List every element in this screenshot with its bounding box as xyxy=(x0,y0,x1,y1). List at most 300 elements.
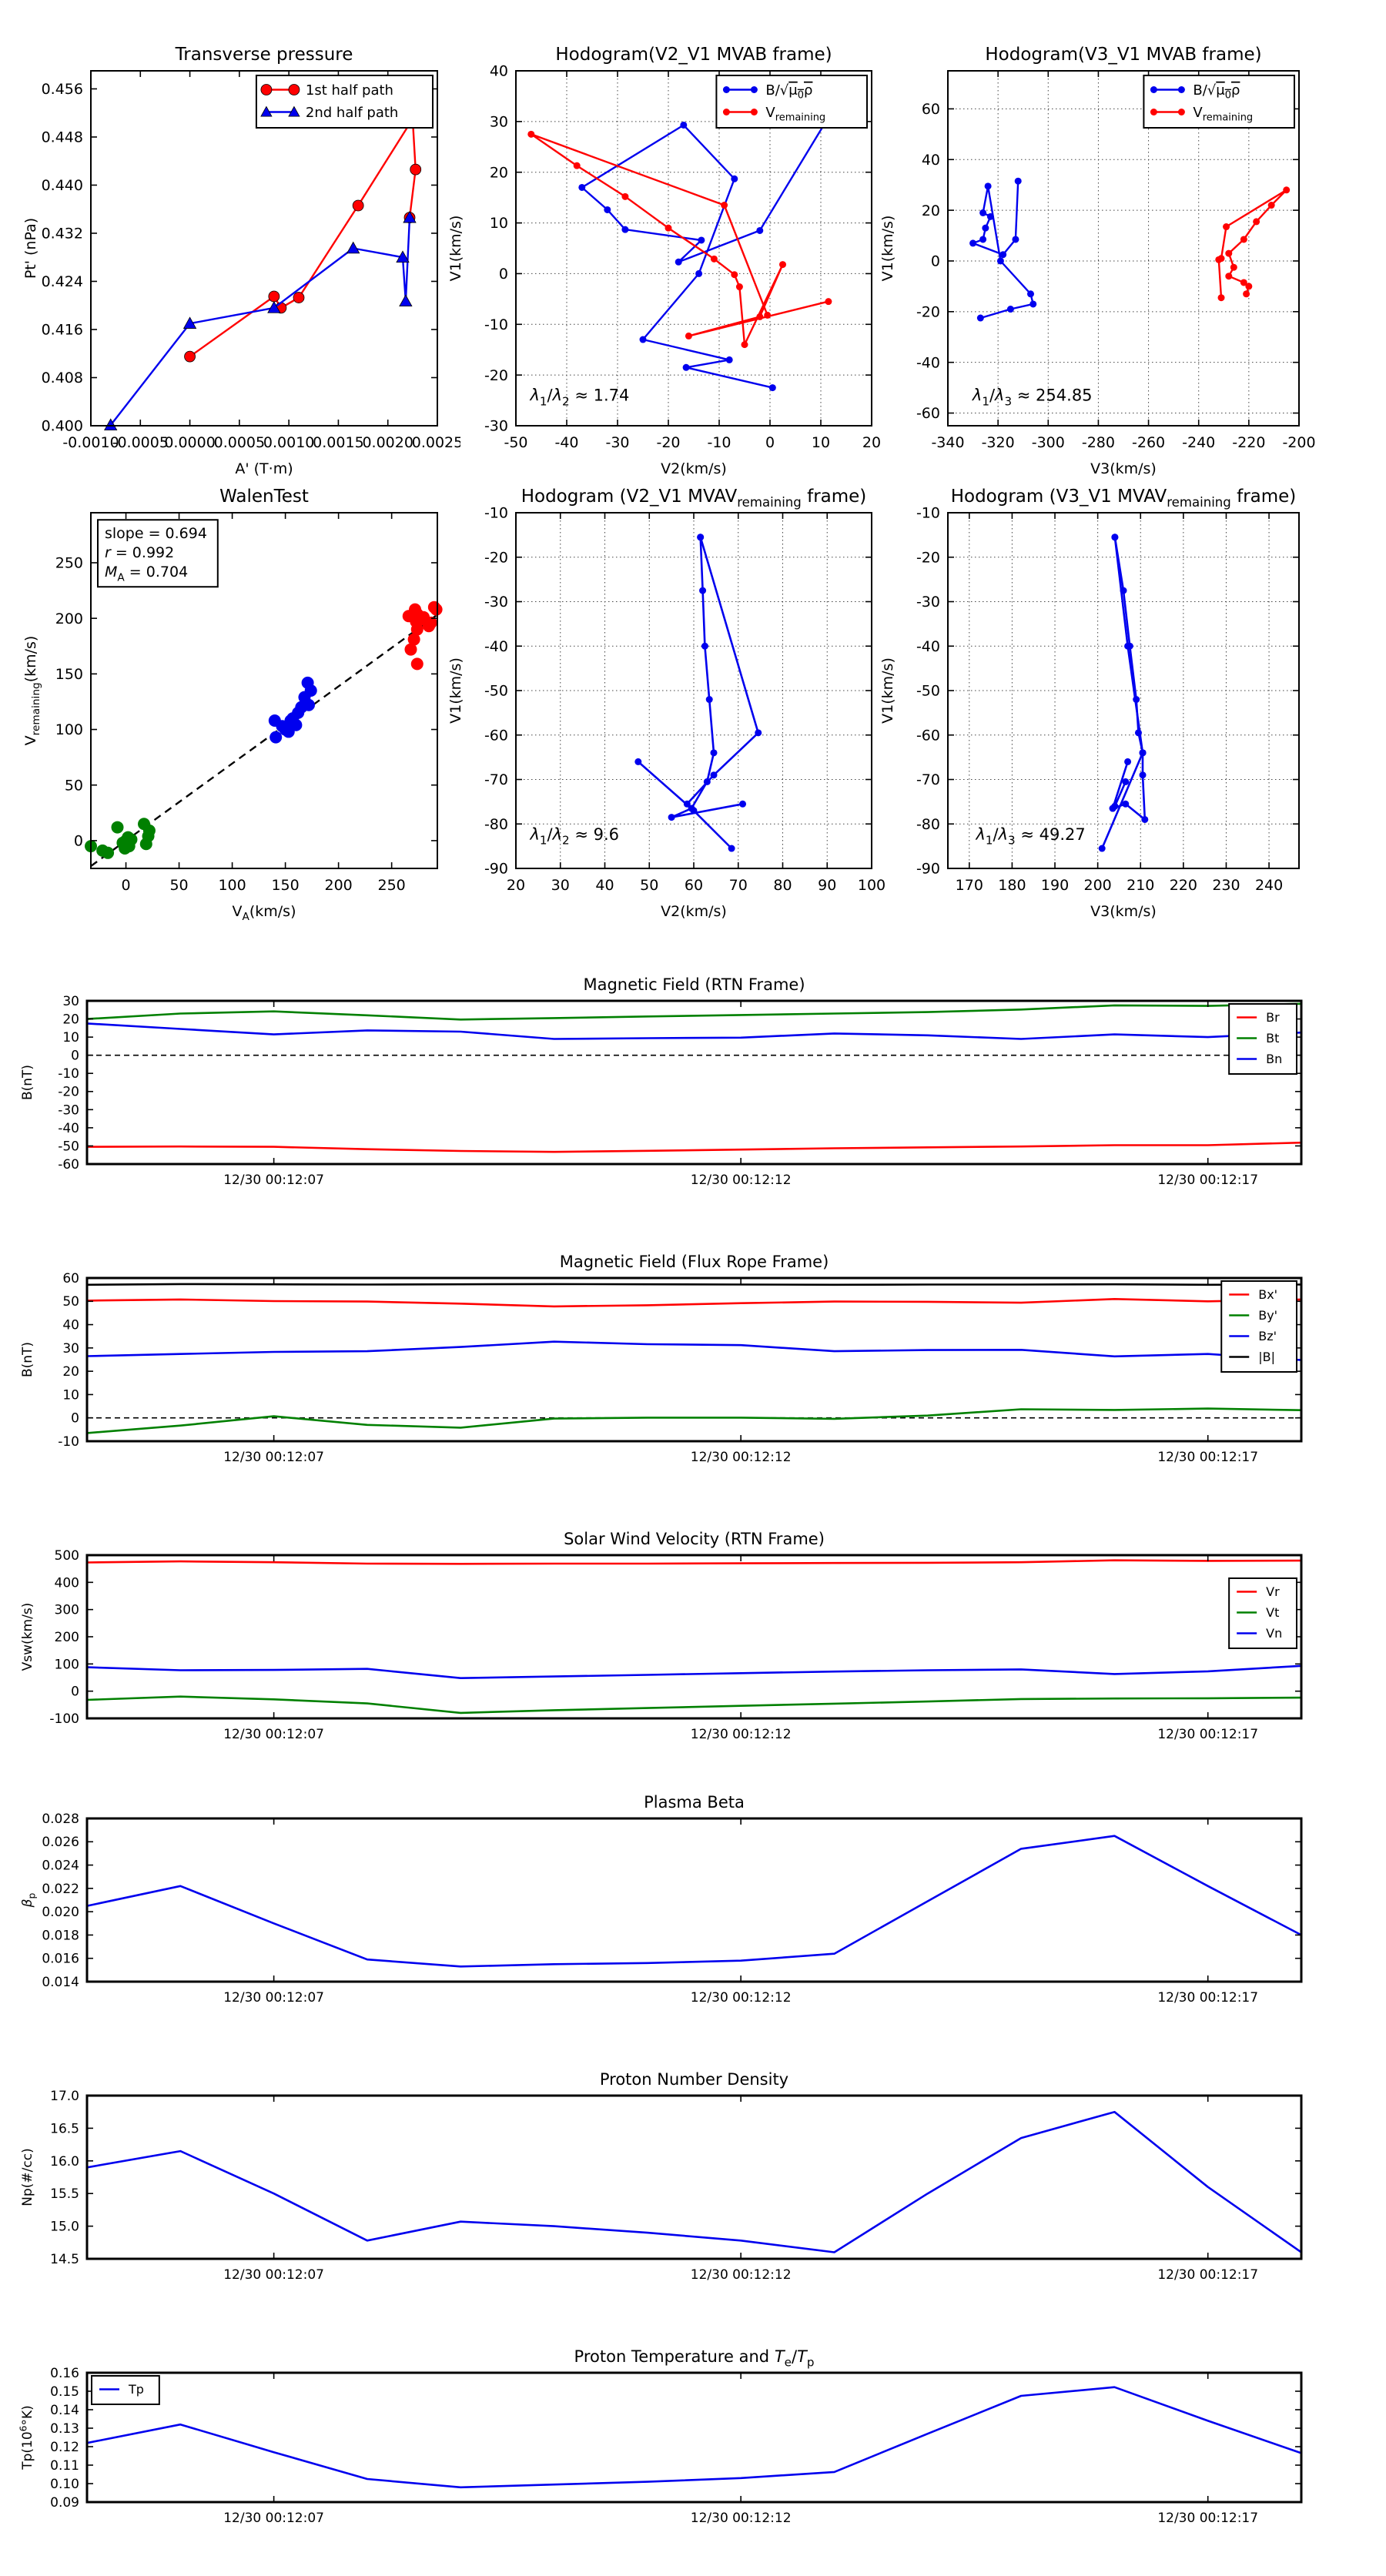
stats-line: slope = 0.694 xyxy=(105,525,207,543)
dot-marker xyxy=(634,758,641,765)
series-cluster-blue xyxy=(269,677,317,744)
x-tick-label: 0.0005 xyxy=(213,434,266,451)
dot-marker xyxy=(1178,86,1185,93)
x-tick-label: 70 xyxy=(728,877,748,894)
y-tick-label: 0.11 xyxy=(50,2457,79,2474)
legend-label: 1st half path xyxy=(305,82,393,99)
x-tick-label: 240 xyxy=(1254,877,1284,894)
y-tick-label: 0.440 xyxy=(41,177,83,195)
dot-marker xyxy=(731,176,738,182)
legend xyxy=(716,75,867,128)
y-tick-label: -30 xyxy=(484,594,508,611)
dot-marker xyxy=(701,643,708,650)
y-tick-label: 16.0 xyxy=(50,2153,79,2170)
series-B-over-sqrt-mu0rho xyxy=(578,118,829,391)
x-tick-label: 230 xyxy=(1212,877,1240,894)
dot-marker xyxy=(1240,236,1247,243)
axes-frame xyxy=(87,1818,1301,1982)
legend xyxy=(1221,1281,1297,1372)
y-tick-label: 0.018 xyxy=(42,1928,79,1944)
dot-marker xyxy=(1124,643,1131,650)
y-tick-label: 0.10 xyxy=(50,2476,79,2492)
x-tick-label: -50 xyxy=(504,434,528,451)
dot-marker xyxy=(290,719,302,731)
stats-line: $M_A = 0.704$ xyxy=(105,564,189,584)
y-tick-label: 0.13 xyxy=(50,2420,79,2437)
ticks xyxy=(87,1818,1301,1982)
x-tick-label: 12/30 00:12:07 xyxy=(223,2511,324,2526)
y-axis-label: $V_{remaining}(km/s)$ xyxy=(22,635,43,746)
dot-marker xyxy=(1007,306,1014,313)
p3-chart-svg xyxy=(862,31,1322,497)
dot-marker xyxy=(977,315,984,322)
y-tick-label: 0.014 xyxy=(42,1974,79,1990)
x-tick-label: -260 xyxy=(1132,434,1166,451)
x-tick-label: 12/30 00:12:07 xyxy=(223,1727,324,1742)
x-tick-label: 90 xyxy=(818,877,837,894)
y-tick-label: 100 xyxy=(54,1657,79,1673)
dot-marker xyxy=(1141,816,1148,823)
y-tick-label: -40 xyxy=(484,637,508,655)
x-tick-label: 30 xyxy=(551,877,570,894)
y-tick-label: 50 xyxy=(64,777,83,795)
y-tick-label: -50 xyxy=(58,1139,79,1155)
circle-marker xyxy=(293,293,304,303)
dot-marker xyxy=(1253,218,1260,225)
plot-title: Transverse pressure xyxy=(175,45,353,65)
series-Bx-prime xyxy=(87,1299,1301,1306)
y-tick-label: -60 xyxy=(58,1156,79,1173)
legend-label: Vr xyxy=(1266,1584,1280,1600)
axes-frame xyxy=(87,2373,1301,2502)
dot-marker xyxy=(1150,109,1157,115)
x-axis-label: V2(km/s) xyxy=(661,460,727,477)
legend-label: Br xyxy=(1266,1010,1280,1025)
y-tick-label: -40 xyxy=(916,637,940,655)
dot-marker xyxy=(711,256,718,263)
y-tick-label: 50 xyxy=(62,1294,79,1310)
dot-marker xyxy=(979,209,986,216)
y-tick-label: -10 xyxy=(916,504,940,522)
ticks xyxy=(87,1555,1301,1718)
x-tick-label: 0.0020 xyxy=(362,434,413,451)
y-tick-label: -20 xyxy=(916,303,940,321)
dot-marker xyxy=(1268,202,1275,209)
dot-marker xyxy=(723,86,730,93)
series-Np xyxy=(87,2112,1301,2252)
y-tick-label: -30 xyxy=(484,417,508,435)
y-tick-label: -10 xyxy=(58,1066,79,1082)
dot-marker xyxy=(1122,778,1129,785)
grid xyxy=(948,513,1299,868)
y-tick-label: 20 xyxy=(62,1364,79,1380)
y-tick-label: -90 xyxy=(484,860,508,878)
legend xyxy=(92,2376,159,2404)
dot-marker xyxy=(1150,86,1157,93)
y-tick-label: 0.456 xyxy=(41,81,83,99)
y-tick-label: -60 xyxy=(484,727,508,744)
dot-marker xyxy=(404,644,417,656)
y-tick-label: 30 xyxy=(62,1340,79,1357)
dot-marker xyxy=(739,801,746,808)
dot-marker xyxy=(270,731,282,744)
y-tick-label: -40 xyxy=(916,354,940,372)
y-tick-label: -20 xyxy=(916,549,940,567)
dot-marker xyxy=(1140,771,1147,778)
dot-marker xyxy=(706,696,713,703)
y-tick-label: 60 xyxy=(62,1270,79,1286)
y-tick-label: -70 xyxy=(916,771,940,789)
x-tick-label: -30 xyxy=(605,434,630,451)
plot-title: Hodogram(V2_V1 MVAB frame) xyxy=(555,45,832,65)
x-tick-label: 12/30 00:12:17 xyxy=(1157,1450,1259,1465)
x-tick-label: 12/30 00:12:12 xyxy=(690,1727,792,1742)
series-Bt xyxy=(87,1004,1301,1020)
dot-marker xyxy=(1029,300,1036,307)
series-Vr xyxy=(87,1561,1301,1564)
series-B-magnitude xyxy=(87,1284,1301,1285)
x-tick-label: 50 xyxy=(640,877,659,894)
plot-walen-test xyxy=(5,473,460,942)
plot-hodogram-v2v1-mvav xyxy=(430,473,895,942)
legend-label: $V_{remaining}$ xyxy=(1193,104,1254,124)
ticks xyxy=(87,2373,1301,2502)
y-tick-label: 0 xyxy=(498,266,508,283)
plot-title: WalenTest xyxy=(219,487,309,507)
y-tick-label: -20 xyxy=(484,366,508,384)
dot-marker xyxy=(527,131,534,138)
dot-marker xyxy=(1012,236,1019,243)
dot-marker xyxy=(710,771,717,778)
plot-title: Proton Number Density xyxy=(599,2070,789,2089)
y-axis-label: V1(km/s) xyxy=(447,657,464,724)
x-tick-label: -280 xyxy=(1081,434,1115,451)
x-tick-label: 20 xyxy=(506,877,526,894)
x-tick-label: 12/30 00:12:17 xyxy=(1157,1990,1259,2006)
dot-marker xyxy=(969,239,976,246)
x-tick-label: 12/30 00:12:12 xyxy=(690,1450,792,1465)
dot-marker xyxy=(1223,223,1230,230)
x-axis-label: V3(km/s) xyxy=(1090,460,1157,477)
y-tick-label: 200 xyxy=(54,1629,79,1645)
series-Tp xyxy=(87,2387,1301,2487)
plot-proton-number-density xyxy=(1,2056,1324,2333)
x-tick-label: -10 xyxy=(707,434,732,451)
x-tick-label: -200 xyxy=(1282,434,1316,451)
plot-hodogram-v3v1-mvab xyxy=(862,31,1322,500)
y-axis-label: V1(km/s) xyxy=(879,215,896,282)
y-tick-label: 0.016 xyxy=(42,1951,79,1967)
x-tick-label: 100 xyxy=(857,877,886,894)
x-tick-label: -240 xyxy=(1182,434,1216,451)
y-tick-label: -50 xyxy=(484,682,508,700)
plot-title: Hodogram (V2_V1 $MVAV_{remaining}$ frame) xyxy=(521,487,867,510)
legend-label: $V_{remaining}$ xyxy=(765,104,826,124)
y-axis-label: $\beta_p$ xyxy=(20,1892,38,1908)
y-tick-label: 0.15 xyxy=(50,2384,79,2400)
dot-marker xyxy=(102,847,114,859)
dot-marker xyxy=(665,225,672,232)
triangle-marker xyxy=(347,243,360,253)
x-tick-label: 0.0010 xyxy=(263,434,315,451)
y-tick-label: 200 xyxy=(55,610,83,627)
x-tick-label: 12/30 00:12:12 xyxy=(690,2267,792,2283)
dot-marker xyxy=(1243,290,1250,297)
dot-marker xyxy=(411,657,424,670)
series-hodogram-line-3 xyxy=(634,758,697,815)
circle-marker xyxy=(261,85,272,95)
y-tick-label: -90 xyxy=(916,860,940,878)
ts6-chart-svg xyxy=(1,2333,1324,2573)
dot-marker xyxy=(574,162,581,169)
dot-marker xyxy=(683,364,690,371)
x-tick-label: 12/30 00:12:07 xyxy=(223,1173,324,1188)
dot-marker xyxy=(742,341,748,348)
y-tick-label: 0.16 xyxy=(50,2365,79,2381)
legend-label: Vn xyxy=(1266,1626,1283,1641)
annotation: $\lambda_1/\lambda_3 \approx 254.85$ xyxy=(972,386,1093,409)
y-tick-label: 0.432 xyxy=(41,225,83,243)
dot-marker xyxy=(751,109,758,115)
dot-marker xyxy=(697,534,704,540)
y-tick-label: 0.09 xyxy=(50,2494,79,2511)
dot-marker xyxy=(1111,534,1118,540)
dot-marker xyxy=(999,251,1006,258)
series-Br xyxy=(87,1142,1301,1152)
dot-marker xyxy=(1225,250,1232,257)
x-axis-label: $V_A(km/s)$ xyxy=(232,903,296,924)
dot-marker xyxy=(756,227,763,234)
y-tick-label: 0.408 xyxy=(41,370,83,387)
y-tick-label: 16.5 xyxy=(50,2121,79,2137)
x-axis-label: A' (T·m) xyxy=(235,460,293,477)
x-tick-label: 210 xyxy=(1127,877,1155,894)
y-axis-label: Pt' (nPa) xyxy=(22,217,39,279)
dot-marker xyxy=(691,807,698,814)
dot-marker xyxy=(140,838,152,850)
x-tick-label: -40 xyxy=(554,434,579,451)
legend-label: Vt xyxy=(1266,1605,1280,1621)
y-tick-label: 0 xyxy=(930,253,940,270)
dot-marker xyxy=(640,336,647,343)
y-tick-label: -10 xyxy=(484,504,508,522)
x-tick-label: 200 xyxy=(324,877,353,894)
y-tick-label: 10 xyxy=(489,215,508,233)
y-tick-label: 40 xyxy=(489,62,508,80)
y-tick-label: 300 xyxy=(54,1602,79,1618)
legend xyxy=(1143,75,1294,128)
dot-marker xyxy=(695,270,702,277)
y-tick-label: 60 xyxy=(921,101,940,119)
y-tick-label: 20 xyxy=(62,1012,79,1028)
dot-marker xyxy=(1283,186,1290,193)
y-tick-label: -20 xyxy=(484,549,508,567)
plot-title: Solar Wind Velocity (RTN Frame) xyxy=(564,1530,825,1548)
circle-marker xyxy=(269,291,280,302)
y-tick-label: 0.024 xyxy=(42,1858,79,1874)
x-tick-label: 0.0025 xyxy=(411,434,460,451)
dot-marker xyxy=(578,184,585,191)
legend-label: $B/√\mu_0\rho$ xyxy=(1193,82,1240,102)
x-tick-label: 0.0015 xyxy=(313,434,364,451)
dot-marker xyxy=(1111,803,1118,810)
x-tick-label: 12/30 00:12:17 xyxy=(1157,1727,1259,1742)
y-tick-label: -30 xyxy=(916,594,940,611)
plot-proton-temperature xyxy=(1,2333,1324,2576)
y-tick-label: 150 xyxy=(55,665,83,683)
series-B-over-sqrt-mu0rho xyxy=(969,178,1036,322)
x-tick-label: -0.0010 xyxy=(62,434,119,451)
axes-frame xyxy=(948,513,1299,868)
series-hodogram-line-3 xyxy=(1099,749,1147,851)
y-tick-label: -80 xyxy=(916,815,940,833)
dot-marker xyxy=(305,684,317,697)
plot-title: Proton Temperature and $T_e/T_p$ xyxy=(574,2347,815,2370)
ts2-chart-svg xyxy=(1,1238,1324,1512)
dot-marker xyxy=(1245,283,1252,289)
x-tick-label: 12/30 00:12:17 xyxy=(1157,2511,1259,2526)
y-axis-label: Vsw(km/s) xyxy=(20,1602,35,1671)
dot-marker xyxy=(1099,845,1106,852)
plot-solar-wind-velocity xyxy=(1,1515,1324,1792)
x-tick-label: 220 xyxy=(1169,877,1197,894)
y-tick-label: 0 xyxy=(73,832,83,850)
legend-label: Bx' xyxy=(1258,1287,1278,1303)
x-tick-label: -320 xyxy=(981,434,1015,451)
x-axis-label: V3(km/s) xyxy=(1090,903,1157,920)
dot-marker xyxy=(621,226,628,233)
plot-plasma-beta xyxy=(1,1778,1324,2056)
plot-magnetic-field-rtn xyxy=(1,961,1324,1238)
dot-marker xyxy=(112,821,124,834)
x-tick-label: 100 xyxy=(218,877,246,894)
y-tick-label: 0.416 xyxy=(41,321,83,339)
p5-chart-svg xyxy=(430,473,895,939)
legend-label: Bn xyxy=(1266,1052,1283,1067)
dot-marker xyxy=(675,259,682,266)
y-tick-label: -60 xyxy=(916,405,940,423)
y-tick-label: 0 xyxy=(71,1410,79,1427)
y-tick-label: -60 xyxy=(916,727,940,744)
legend-label: $B/√\mu_0\rho$ xyxy=(765,82,813,102)
ticks xyxy=(87,1001,1301,1164)
y-tick-label: 40 xyxy=(62,1317,79,1333)
dot-marker xyxy=(721,202,728,209)
annotation: $\lambda_1/\lambda_3 \approx 49.27$ xyxy=(976,825,1086,848)
y-tick-label: 0.400 xyxy=(41,417,83,435)
y-tick-label: 15.5 xyxy=(50,2186,79,2203)
dot-marker xyxy=(1178,109,1185,115)
legend-label: 2nd half path xyxy=(305,104,399,121)
ticks xyxy=(948,513,1299,868)
y-tick-label: 40 xyxy=(921,151,940,169)
series-Vt xyxy=(87,1697,1301,1713)
y-tick-label: 0.022 xyxy=(42,1881,79,1897)
axes-frame xyxy=(87,1555,1301,1718)
dot-marker xyxy=(723,109,730,115)
annotation: $\lambda_1/\lambda_2 \approx 1.74$ xyxy=(530,386,630,409)
y-axis-label: V1(km/s) xyxy=(879,657,896,724)
ts3-chart-svg xyxy=(1,1515,1324,1789)
dot-marker xyxy=(1124,758,1131,765)
dot-marker xyxy=(685,333,692,340)
dot-marker xyxy=(731,271,738,278)
dot-marker xyxy=(1015,178,1022,185)
y-tick-label: 100 xyxy=(55,721,83,739)
series-hodogram-line-1 xyxy=(668,534,746,821)
y-tick-label: 30 xyxy=(489,113,508,131)
y-tick-label: -40 xyxy=(58,1120,79,1136)
dot-marker xyxy=(769,384,776,391)
y-axis-label: $Tp(10^6^\circ K)$ xyxy=(18,2405,35,2470)
ts4-chart-svg xyxy=(1,1778,1324,2052)
dot-marker xyxy=(1218,255,1225,262)
p6-chart-svg xyxy=(862,473,1322,939)
y-tick-label: 0.020 xyxy=(42,1905,79,1921)
x-tick-label: 170 xyxy=(955,877,983,894)
dot-marker xyxy=(751,86,758,93)
x-tick-label: 0.0000 xyxy=(164,434,216,451)
dot-marker xyxy=(987,213,994,220)
x-tick-label: 12/30 00:12:12 xyxy=(690,2511,792,2526)
y-tick-label: 10 xyxy=(62,1387,79,1403)
x-tick-label: 180 xyxy=(998,877,1026,894)
y-tick-label: -80 xyxy=(484,815,508,833)
axes-frame xyxy=(87,1001,1301,1164)
x-tick-label: 50 xyxy=(169,877,189,894)
p4-chart-svg xyxy=(5,473,460,939)
y-tick-label: 500 xyxy=(54,1547,79,1564)
dot-marker xyxy=(621,193,628,200)
x-tick-label: 40 xyxy=(595,877,614,894)
legend-label: Tp xyxy=(129,2382,144,2397)
y-axis-label: B(nT) xyxy=(20,1341,35,1378)
dot-marker xyxy=(779,261,786,268)
p1-chart-svg xyxy=(5,31,460,497)
plot-title: Magnetic Field (RTN Frame) xyxy=(583,975,805,994)
x-tick-label: -20 xyxy=(656,434,681,451)
plot-hodogram-v2v1-mvab xyxy=(430,31,895,500)
y-tick-label: 10 xyxy=(62,1030,79,1046)
y-tick-label: 0.026 xyxy=(42,1835,79,1851)
y-tick-label: 14.5 xyxy=(50,2251,79,2267)
legend xyxy=(256,75,433,128)
series-hodogram-line-2 xyxy=(1111,534,1146,756)
legend-label: By' xyxy=(1258,1308,1278,1323)
plot-title: Hodogram(V3_V1 MVAB frame) xyxy=(985,45,1262,65)
series-first-half-path xyxy=(185,114,421,363)
ts1-chart-svg xyxy=(1,961,1324,1235)
y-tick-label: -20 xyxy=(58,1084,79,1100)
series-Bn xyxy=(87,1023,1301,1039)
annotation: $\lambda_1/\lambda_2 \approx 9.6$ xyxy=(530,825,620,848)
dot-marker xyxy=(1122,801,1129,808)
dot-marker xyxy=(736,283,743,290)
x-tick-label: 0 xyxy=(765,434,775,451)
series-V-remaining xyxy=(1215,186,1290,301)
x-tick-label: 12/30 00:12:07 xyxy=(223,2267,324,2283)
dot-marker xyxy=(1140,749,1147,756)
dot-marker xyxy=(668,814,675,821)
y-tick-label: -70 xyxy=(484,771,508,789)
y-tick-label: 15.0 xyxy=(50,2219,79,2235)
x-tick-label: 12/30 00:12:07 xyxy=(223,1450,324,1465)
dot-marker xyxy=(604,206,611,213)
series-beta-p xyxy=(87,1836,1301,1967)
y-tick-label: -100 xyxy=(49,1711,79,1727)
series-Bz-prime xyxy=(87,1342,1301,1360)
ts5-chart-svg xyxy=(1,2056,1324,2330)
